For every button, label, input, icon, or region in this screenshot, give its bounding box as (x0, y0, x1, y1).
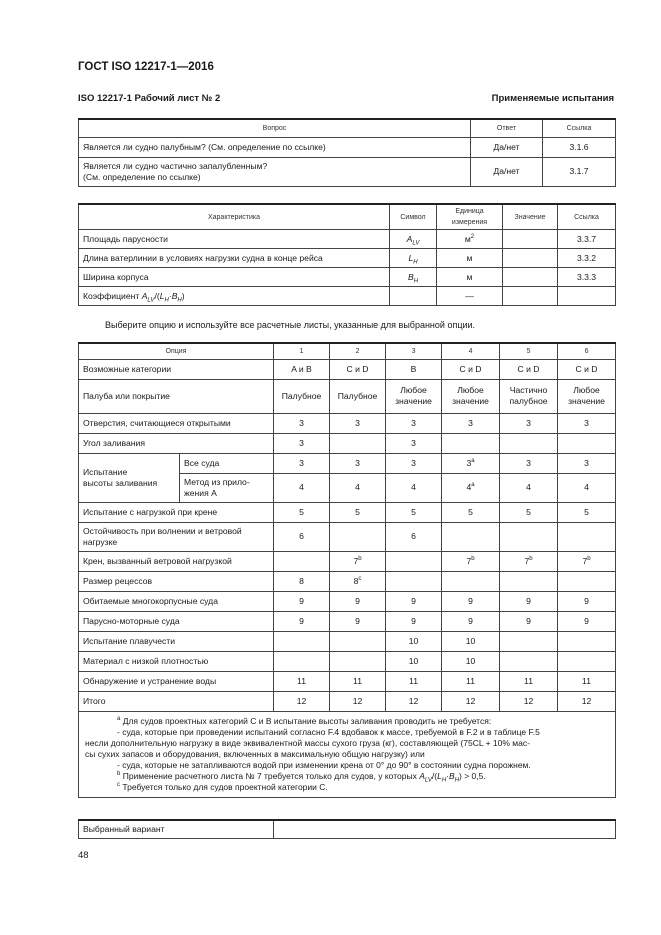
value-field[interactable] (503, 287, 558, 306)
option-cell: Палубное (274, 379, 330, 413)
option-cell: 4 (558, 473, 616, 502)
option-cell (442, 473, 500, 502)
footnote-text: > 0,5. (464, 770, 486, 781)
option-cell (386, 379, 442, 413)
question-line: (См. определение по ссылке) (83, 171, 201, 182)
option-cell: 11 (330, 671, 386, 691)
option-cell (558, 651, 616, 671)
row-label: Крен, вызванный ветровой нагрузкой (79, 551, 274, 571)
option-cell: A и B (274, 359, 330, 379)
option-cell: 9 (500, 591, 558, 611)
page-number: 48 (78, 850, 89, 861)
option-value: 3 (466, 457, 472, 468)
option-col-header: 3 (386, 343, 442, 359)
option-cell: 6 (274, 522, 330, 551)
coef-symbol: L (437, 770, 442, 781)
value-field[interactable] (503, 249, 558, 268)
table-row (79, 137, 616, 157)
option-cell (386, 571, 442, 591)
symbol: L (408, 252, 414, 263)
option-cell (442, 522, 500, 551)
characteristics-table (78, 203, 616, 306)
option-cell: 5 (500, 502, 558, 522)
option-col-header: 4 (442, 343, 500, 359)
table-row (79, 413, 616, 433)
answer-field[interactable]: Да/нет (471, 157, 543, 186)
option-line: палубное (509, 396, 548, 406)
question-text (79, 157, 471, 186)
option-col-header: 2 (330, 343, 386, 359)
option-cell: 3 (558, 453, 616, 473)
option-cell (330, 571, 386, 591)
table-row (79, 522, 616, 551)
symbol-subscript: H (413, 278, 419, 285)
option-cell: C и D (330, 359, 386, 379)
option-cell: 10 (386, 631, 442, 651)
option-cell (386, 551, 442, 571)
characteristic-name: Коэффициент $A_{LV}/(L_H\cdot B_H)$ (79, 287, 390, 306)
question-text: Является ли судно палубным? (См. определение по ссылке) (79, 137, 471, 157)
table-row (79, 651, 616, 671)
option-cell (330, 522, 386, 551)
value-field[interactable] (503, 268, 558, 287)
option-cell: 12 (500, 691, 558, 711)
option-value: 4 (466, 482, 472, 492)
unit-cell (437, 230, 503, 249)
option-cell (442, 571, 500, 591)
sub-row-label (180, 473, 274, 502)
option-cell: 3 (330, 413, 386, 433)
footnote-line: несли дополнительную нагрузку в виде эквивалентной массы сухого груза (кг), составляющей (75CL + 10% мас- (85, 737, 530, 748)
footnote-b: $^b$ Применение расчетного листа № 7 требуется только для судов, у которых $A_{LV}/(L_H\cdot B_H) > 0,5$. (117, 770, 486, 784)
row-label: Материал с низкой плотностью (79, 651, 274, 671)
characteristic-header: Характеристика (79, 204, 390, 230)
row-label: Обнаружение и устранение воды (79, 671, 274, 691)
option-cell: 5 (558, 502, 616, 522)
footnote-a (85, 716, 609, 727)
row-label: Итого (79, 691, 274, 711)
unit-header-line: Единица (455, 208, 484, 215)
option-value: 7 (524, 555, 530, 566)
footnote-mark: b (587, 555, 591, 562)
table-row (79, 287, 616, 306)
option-line: значение (452, 396, 489, 406)
row-label: Парусно-моторные суда (79, 611, 274, 631)
unit-header (437, 204, 503, 230)
footnote-mark: a (471, 457, 475, 464)
standard-title: ГОСТ ISO 12217-1—2016 (78, 61, 214, 73)
option-cell: 3 (558, 413, 616, 433)
option-cell: 11 (386, 671, 442, 691)
option-cell: 9 (274, 611, 330, 631)
option-cell (558, 551, 616, 571)
option-line: Любое (573, 385, 600, 395)
option-cell (274, 551, 330, 571)
row-label: Возможные категории (79, 359, 274, 379)
option-col-header: 1 (274, 343, 330, 359)
option-cell: 5 (442, 502, 500, 522)
coef-subscript: H (177, 297, 182, 304)
option-col-header: 6 (558, 343, 616, 359)
symbol-cell (390, 230, 437, 249)
sheet-title: ISO 12217-1 Рабочий лист № 2 (78, 93, 221, 104)
value-field[interactable] (503, 230, 558, 249)
unit-header-line: измерения (451, 219, 488, 226)
footnote-line: сы сухих запасов и оборудования, включенных в максимальную общую нагрузку) или (85, 748, 425, 759)
option-cell: Палубное (330, 379, 386, 413)
table-row (79, 591, 616, 611)
option-cell: 9 (442, 611, 500, 631)
option-cell: C и D (500, 359, 558, 379)
option-value: 7 (353, 555, 359, 566)
unit-cell: м (437, 249, 503, 268)
answer-field[interactable]: Да/нет (471, 137, 543, 157)
option-cell: 3 (274, 413, 330, 433)
table-row (79, 571, 616, 591)
symbol-cell (390, 287, 437, 306)
reference-value: 3.1.7 (543, 157, 616, 186)
coef-symbol: B (449, 770, 455, 781)
option-cell (558, 379, 616, 413)
coef-subscript: H (441, 777, 447, 784)
option-cell (500, 631, 558, 651)
unit-cell: м (437, 268, 503, 287)
option-cell (558, 522, 616, 551)
option-cell (442, 379, 500, 413)
option-cell: B (386, 359, 442, 379)
option-cell: 9 (558, 591, 616, 611)
table-row (79, 551, 616, 571)
option-cell: 3 (500, 413, 558, 433)
row-label: Испытание с нагрузкой при крене (79, 502, 274, 522)
coef-subscript: H (454, 777, 460, 784)
option-value: 7 (582, 555, 588, 566)
footnote-text: Для судов проектных категорий С и В испытание высоты заливания проводить не требуется: (122, 715, 492, 726)
option-cell (500, 571, 558, 591)
option-cell: 9 (558, 611, 616, 631)
option-cell: 6 (386, 522, 442, 551)
option-cell: 3 (500, 453, 558, 473)
row-label: Угол заливания (79, 433, 274, 453)
option-cell (442, 551, 500, 571)
reference-value: 3.3.2 (558, 249, 616, 268)
coef-subscript: H (164, 297, 169, 304)
symbol-header: Символ (390, 204, 437, 230)
table-row (79, 433, 616, 453)
selected-option-field[interactable] (274, 820, 616, 838)
reference-header: Ссылка (558, 204, 616, 230)
symbol: B (407, 271, 414, 282)
coef-symbol: A (141, 290, 148, 301)
coef-subscript: LV (147, 297, 155, 304)
option-cell (330, 651, 386, 671)
reference-value: 3.3.7 (558, 230, 616, 249)
option-value: 8 (353, 575, 359, 586)
option-cell: 11 (274, 671, 330, 691)
footnote-mark: b (117, 770, 121, 777)
table-row (79, 453, 616, 473)
table-row (79, 502, 616, 522)
option-cell (500, 433, 558, 453)
option-note: Выберите опцию и используйте все расчетные листы, указанные для выбранной опции. (105, 320, 476, 330)
option-line: Любое (400, 385, 427, 395)
coef-symbol: B (171, 290, 178, 301)
footnote-mark: b (529, 555, 533, 562)
option-cell: 3 (386, 413, 442, 433)
option-cell: 9 (330, 591, 386, 611)
option-cell: 9 (386, 611, 442, 631)
table-row (79, 157, 616, 186)
coef-subscript: LV (424, 777, 432, 784)
option-cell: C и D (442, 359, 500, 379)
row-label: Испытание плавучести (79, 631, 274, 651)
row-label: Палуба или покрытие (79, 379, 274, 413)
footnote-line: - суда, которые при проведении испытаний согласно F.4 вдобавок к массе, требуемой в F.2 и в таблице F.5 (117, 726, 540, 737)
option-cell: 12 (386, 691, 442, 711)
option-cell: 12 (558, 691, 616, 711)
row-label: Отверстия, считающиеся открытыми (79, 413, 274, 433)
option-cell (500, 522, 558, 551)
footnote-c (85, 782, 609, 793)
unit-superscript: 2 (470, 233, 475, 240)
reference-value (558, 287, 616, 306)
symbol-subscript: H (413, 259, 418, 266)
option-cell (274, 651, 330, 671)
option-cell: 4 (500, 473, 558, 502)
table-row (79, 249, 616, 268)
reference-header: Ссылка (543, 119, 616, 137)
option-cell: 11 (500, 671, 558, 691)
option-cell (442, 433, 500, 453)
option-cell: 4 (330, 473, 386, 502)
footnote-mark: c (117, 781, 120, 788)
options-table (78, 342, 616, 798)
row-label-line: Остойчивость при волнении и ветровой (83, 525, 242, 536)
table-row (79, 268, 616, 287)
option-cell (558, 631, 616, 651)
questions-table (78, 118, 616, 187)
row-label: Размер рецессов (79, 571, 274, 591)
sub-row-label-line: Метод из прило- (184, 476, 250, 487)
option-value: 7 (466, 555, 472, 566)
unit-cell: — (437, 287, 503, 306)
option-line: значение (568, 396, 605, 406)
option-cell: 3 (386, 433, 442, 453)
option-cell: 10 (442, 651, 500, 671)
table-row (79, 671, 616, 691)
option-header: Опция (79, 343, 274, 359)
applied-tests-title: Применяемые испытания (491, 93, 614, 104)
value-header: Значение (503, 204, 558, 230)
unit: м (464, 233, 471, 244)
option-line: значение (395, 396, 432, 406)
option-cell: 3 (442, 413, 500, 433)
sub-row-label: Все суда (180, 453, 274, 473)
characteristic-name: Площадь парусности (79, 230, 390, 249)
option-cell (330, 433, 386, 453)
option-line: Частично (509, 385, 548, 395)
coef-symbol: A (419, 770, 425, 781)
symbol-cell (390, 249, 437, 268)
option-cell (330, 631, 386, 651)
characteristic-name: Ширина корпуса (79, 268, 390, 287)
row-label-line: Испытание (83, 466, 128, 477)
table-row (79, 230, 616, 249)
option-cell (442, 453, 500, 473)
option-cell: 3 (386, 453, 442, 473)
selected-option-table (78, 819, 616, 839)
option-cell: 11 (442, 671, 500, 691)
footnote-text: Применение расчетного листа № 7 требуется только для судов, у которых (122, 770, 417, 781)
option-cell: 12 (330, 691, 386, 711)
option-cell (558, 571, 616, 591)
option-cell: 9 (442, 591, 500, 611)
reference-value: 3.3.3 (558, 268, 616, 287)
option-cell (500, 651, 558, 671)
option-cell: 11 (558, 671, 616, 691)
footnotes (79, 711, 616, 797)
symbol-subscript: LV (412, 240, 420, 247)
option-line: Любое (457, 385, 484, 395)
question-line: Является ли судно частично запалубленным? (83, 160, 268, 171)
option-cell: C и D (558, 359, 616, 379)
option-cell: 9 (274, 591, 330, 611)
row-label-line: высоты заливания (83, 477, 158, 488)
option-cell: 9 (386, 591, 442, 611)
option-cell (330, 551, 386, 571)
coefficient-label: Коэффициент (83, 290, 140, 301)
selected-option-label: Выбранный вариант (79, 820, 274, 838)
option-cell: 5 (330, 502, 386, 522)
reference-value: 3.1.6 (543, 137, 616, 157)
row-label (79, 453, 180, 502)
option-cell: 5 (386, 502, 442, 522)
option-col-header: 5 (500, 343, 558, 359)
symbol-cell (390, 268, 437, 287)
option-cell: 9 (330, 611, 386, 631)
option-cell: 3 (274, 453, 330, 473)
option-cell: 4 (386, 473, 442, 502)
table-row (79, 359, 616, 379)
footnote-mark: a (117, 715, 121, 722)
characteristic-name: Длина ватерлинии в условиях нагрузки судна в конце рейса (79, 249, 390, 268)
footnote-mark: a (471, 482, 475, 489)
option-cell: 8 (274, 571, 330, 591)
table-row (79, 379, 616, 413)
row-label: Обитаемые многокорпусные суда (79, 591, 274, 611)
option-cell (274, 631, 330, 651)
option-cell: 12 (442, 691, 500, 711)
footnote-mark: b (358, 555, 362, 562)
row-label (79, 522, 274, 551)
footnote-line: - суда, которые не затапливаются водой при изменении крена от 0° до 90° в состоянии судна порожнем. (117, 759, 531, 770)
option-cell: 9 (500, 611, 558, 631)
footnote-mark: b (471, 555, 475, 562)
table-row (79, 691, 616, 711)
table-row (79, 611, 616, 631)
table-row (79, 631, 616, 651)
row-label-line: нагрузке (83, 536, 118, 547)
footnotes-row (79, 711, 616, 797)
option-cell (558, 433, 616, 453)
sub-row-label-line: жения А (184, 487, 217, 498)
option-cell: 12 (274, 691, 330, 711)
option-cell: 3 (330, 453, 386, 473)
option-cell: 10 (386, 651, 442, 671)
symbol: A (406, 233, 413, 244)
footnote-text: Требуется только для судов проектной категории С. (122, 781, 328, 792)
option-cell: 10 (442, 631, 500, 651)
option-cell: 3 (274, 433, 330, 453)
option-cell (500, 379, 558, 413)
coef-symbol: L (159, 290, 165, 301)
answer-header: Ответ (471, 119, 543, 137)
option-cell: 5 (274, 502, 330, 522)
option-cell (500, 551, 558, 571)
option-cell: 4 (274, 473, 330, 502)
footnote-mark: c (358, 575, 362, 582)
question-header: Вопрос (79, 119, 471, 137)
